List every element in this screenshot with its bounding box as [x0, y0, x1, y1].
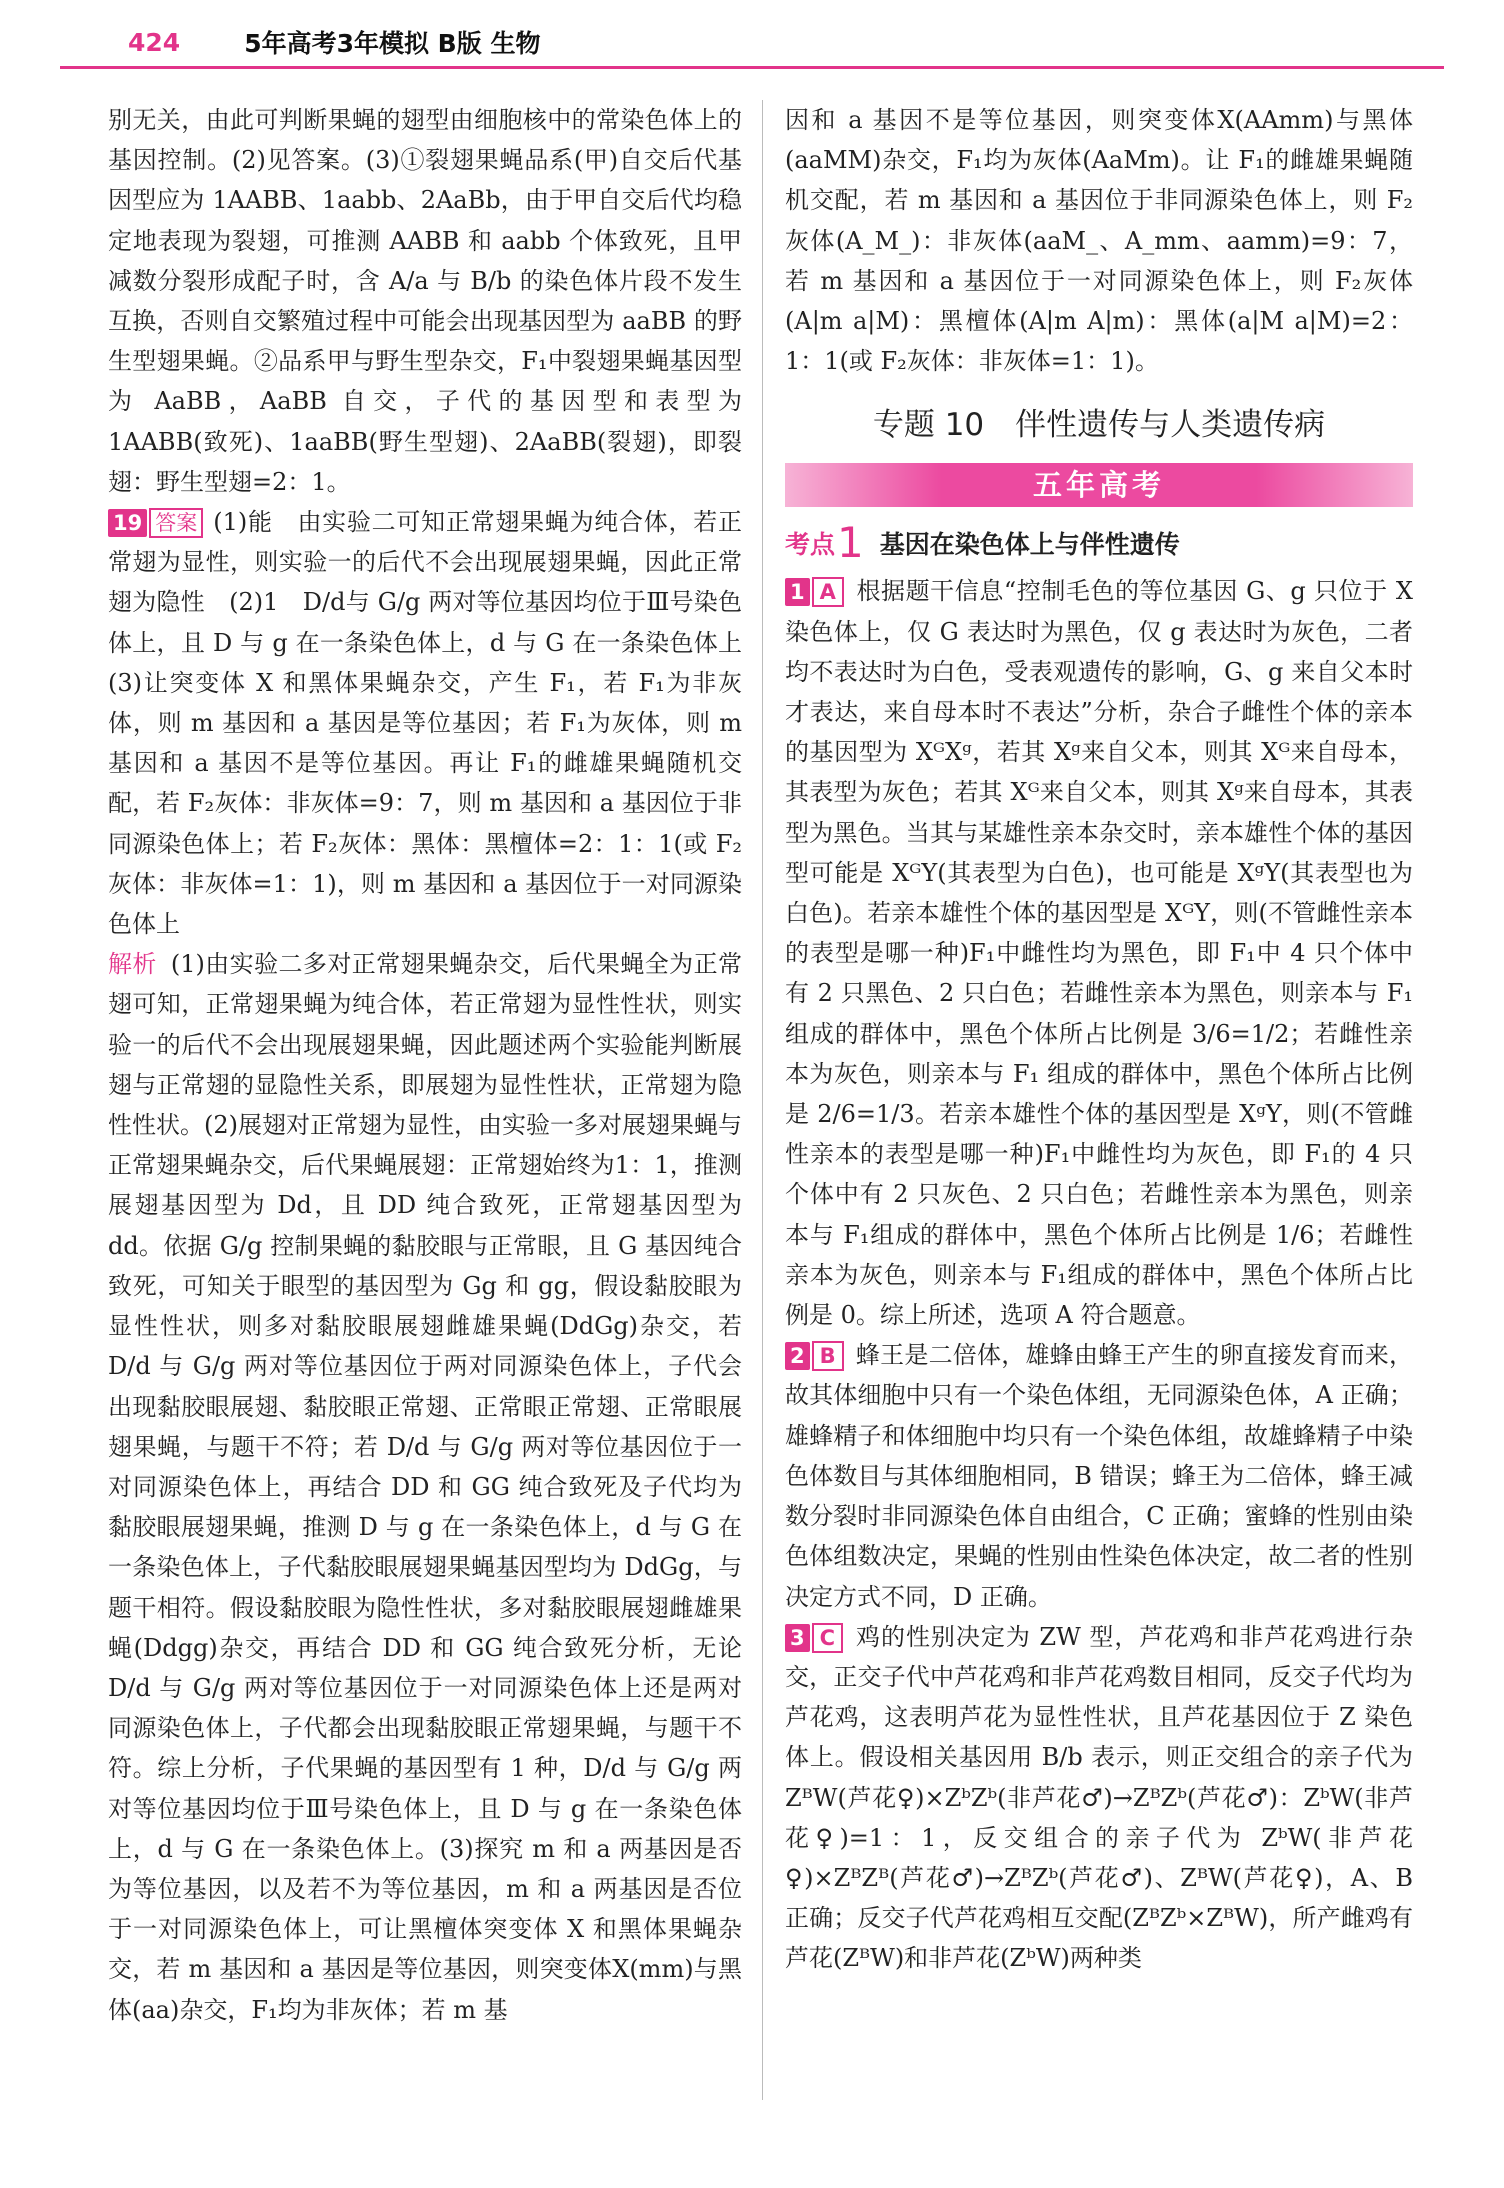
left-column	[108, 100, 766, 2162]
page-number: 424	[128, 27, 181, 57]
column-divider	[762, 100, 763, 2100]
question-19-answer	[108, 502, 766, 944]
kaodian-label: 考点	[785, 530, 836, 560]
page-header	[60, 18, 1444, 69]
question-number-badge: 2	[785, 1342, 810, 1370]
question-2	[785, 1335, 1413, 1616]
answer-label: 答案	[149, 508, 203, 538]
analysis-text: (1)由实验二多对正常翅果蝇杂交，后代果蝇全为正常翅可知，正常翅果蝇为纯合体，若正常翅为显性性状，则实验一的后代不会出现展翅果蝇，因此题述两个实验能判断展翅与正常翅的显隐性关系，即展翅为显性性状，正常翅为隐性性状。(2)展翅对正常翅为显性，由实验一多对展翅果蝇与正常翅果蝇杂交，后代果蝇展翅：正常翅始终为1：1，推测展翅基因型为 Dd，且 DD 纯合致死，正常翅基因型为 dd。依据 G/g 控制果蝇的黏胶眼与正常眼，且 G 基因纯合致死，可知关于眼型的基因型为 Gg 和 gg，假设黏胶眼为显性性状，则多对黏胶眼展翅雌雄果蝇(DdGg)杂交，若 D/d 与 G/g 两对等位基因位于两对同源染色体上，子代会出现黏胶眼展翅、黏胶眼正常翅、正常眼正常翅、正常眼展翅果蝇，与题干不符；若 D/d 与 G/g 两对等位基因位于一对同源染色体上，再结合 DD 和 GG 纯合致死及子代均为黏胶眼展翅果蝇，推测 D 与 g 在一条染色体上，d 与 G 在一条染色体上，子代黏胶眼展翅果蝇基因型均为 DdGg，与题干相符。假设黏胶眼为隐性性状，多对黏胶眼展翅雌雄果蝇(Ddgg)杂交，再结合 DD 和 GG 纯合致死分析，无论 D/d 与 G/g 两对等位基因位于一对同源染色体上还是两对同源染色体上，子代都会出现黏胶眼正常翅果蝇，与题干不符。综上分析，子代果蝇的基因型有 1 种，D/d 与 G/g 两对等位基因均位于Ⅲ号染色体上，且 D 与 g 在一条染色体上，d 与 G 在一条染色体上。(3)探究 m 和 a 两基因是否为等位基因，以及若不为等位基因，m 和 a 两基因是否位于一对同源染色体上，可让黑檀体突变体 X 和黑体果蝇杂交，若 m 基因和 a 基因是等位基因，则突变体X(mm)与黑体(aa)杂交，F₁均为非灰体；若 m 基	[108, 950, 743, 2024]
question-text: 根据题干信息“控制毛色的等位基因 G、g 只位于 X 染色体上，仅 G 表达时为黑色，仅 g 表达时为灰色，二者均不表达时为白色，受表观遗传的影响，G、g 来自父本时才表达，来自母本时不表达”分析，杂合子雌性个体的亲本的基因型为 XᴳXᵍ，若其 Xᵍ来自父本，则其 Xᴳ来自母本，其表型为灰色；若其 Xᴳ来自父本，则其 Xᵍ来自母本，其表型为黑色。当其与某雄性亲本杂交时，亲本雄性个体的基因型可能是 XᴳY(其表型为白色)，也可能是 XᵍY(其表型也为白色)。若亲本雄性个体的基因型是 XᴳY，则(不管雌性亲本的表型是哪一种)F₁中雌性均为黑色，即 F₁中 4 只个体中有 2 只黑色、2 只白色；若雌性亲本为黑色，则亲本与 F₁组成的群体中，黑色个体所占比例是 3/6=1/2；若雌性亲本为灰色，则亲本与 F₁ 组成的群体中，黑色个体所占比例是 2/6=1/3。若亲本雄性个体的基因型是 XᵍY，则(不管雌性亲本的表型是哪一种)F₁中雌性均为灰色，即 F₁的 4 只个体中有 2 只灰色、2 只白色；若雌性亲本为黑色，则亲本与 F₁组成的群体中，黑色个体所占比例是 1/6；若雌性亲本为灰色，则亲本与 F₁组成的群体中，黑色个体所占比例是 0。综上所述，选项 A 符合题意。	[785, 577, 1413, 1330]
kaodian-title: 基因在染色体上与伴性遗传	[879, 530, 1180, 560]
question-number-badge: 19	[108, 509, 147, 537]
question-text: 蜂王是二倍体，雄蜂由蜂王产生的卵直接发育而来，故其体细胞中只有一个染色体组，无同源染色体，A 正确；雄蜂精子和体细胞中均只有一个染色体组，故雄蜂精子中染色体数目与其体细胞相同，B 错误；蜂王为二倍体，蜂王减数分裂时非同源染色体自由组合，C 正确；蜜蜂的性别由染色体组数决定，果蝇的性别由性染色体决定，故二者的性别决定方式不同，D 正确。	[785, 1341, 1413, 1611]
kaodian-heading	[785, 518, 1413, 568]
question-text: 鸡的性别决定为 ZW 型，芦花鸡和非芦花鸡进行杂交，正交子代中芦花鸡和非芦花鸡数目相同，反交子代均为芦花鸡，这表明芦花为显性性状，且芦花基因位于 Z 染色体上。假设相关基因用 B/b 表示，则正交组合的亲子代为 ZᴮW(芦花♀)×ZᵇZᵇ(非芦花♂)→ZᴮZᵇ(芦花♂)：ZᵇW(非芦花♀)=1：1，反交组合的亲子代为 ZᵇW(非芦花♀)×ZᴮZᴮ(芦花♂)→ZᴮZᵇ(芦花♂)、ZᴮW(芦花♀)，A、B 正确；反交子代芦花鸡相互交配(ZᴮZᵇ×ZᴮW)，所产雌鸡有芦花(ZᴮW)和非芦花(ZᵇW)两种类	[785, 1622, 1413, 1973]
continuation-paragraph: 因和 a 基因不是等位基因，则突变体X(AAmm)与黑体(aaMM)杂交，F₁均为灰体(AaMm)。让 F₁的雌雄果蝇随机交配，若 m 基因和 a 基因位于非同源染色体上，则 F₂灰体(A_M_)：非灰体(aaM_、A_mm、aamm)=9：7，若 m 基因和 a 基因位于一对同源染色体上，则 F₂灰体(A|m a|M)：黑檀体(A|m A|m)：黑体(a|M a|M)=2：1：1(或 F₂灰体：非灰体=1：1)。	[785, 106, 1413, 376]
question-3	[785, 1617, 1413, 1979]
answer-option-badge: B	[812, 1341, 844, 1371]
kaodian-number: 1	[837, 518, 864, 568]
question-number-badge: 1	[785, 578, 810, 606]
analysis-label: 解析	[108, 950, 157, 979]
answer-option-badge: A	[812, 577, 844, 607]
section-title: 专题 10 伴性遗传与人类遗传病	[872, 407, 1326, 444]
section-banner: 五年高考	[785, 463, 1413, 507]
intro-paragraph: 别无关，由此可判断果蝇的翅型由细胞核中的常染色体上的基因控制。(2)见答案。(3)①裂翅果蝇品系(甲)自交后代基因型应为 1AABB、1aabb、2AaBb，由于甲自交后代均稳定地表现为裂翅，可推测 AABB 和 aabb 个体致死，且甲减数分裂形成配子时，含 A/a 与 B/b 的染色体片段不发生互换，否则自交繁殖过程中可能会出现基因型为 aaBB 的野生型翅果蝇。②品系甲与野生型杂交，F₁中裂翅果蝇基因型为 AaBB，AaBB 自交，子代的基因型和表型为 1AABB(致死)、1aaBB(野生型翅)、2AaBB(裂翅)，即裂翅：野生型翅=2：1。	[108, 106, 742, 496]
answer-option-badge: C	[812, 1623, 843, 1653]
answer-text: (1)能 由实验二可知正常翅果蝇为纯合体，若正常翅为显性，则实验一的后代不会出现展翅果蝇，因此正常翅为隐性 (2)1 D/d与 G/g 两对等位基因均位于Ⅲ号染色体上，且 D 与 g 在一条染色体上，d 与 G 在一条染色体上 (3)让突变体 X 和黑体果蝇杂交，产生 F₁，若 F₁为非灰体，则 m 基因和 a 基因是等位基因；若 F₁为灰体，则 m 基因和 a 基因不是等位基因。再让 F₁的雌雄果蝇随机交配，若 F₂灰体：非灰体=9：7，则 m 基因和 a 基因位于非同源染色体上；若 F₂灰体：黑体：黑檀体=2：1：1(或 F₂灰体：非灰体=1：1)，则 m 基因和 a 基因位于一对同源染色体上	[108, 508, 766, 939]
question-number-badge: 3	[785, 1624, 810, 1652]
book-title: 5年高考3年模拟 B版 生物	[244, 29, 541, 58]
question-19-analysis	[108, 944, 742, 2029]
right-column	[785, 100, 1413, 2162]
question-1	[785, 571, 1413, 1335]
